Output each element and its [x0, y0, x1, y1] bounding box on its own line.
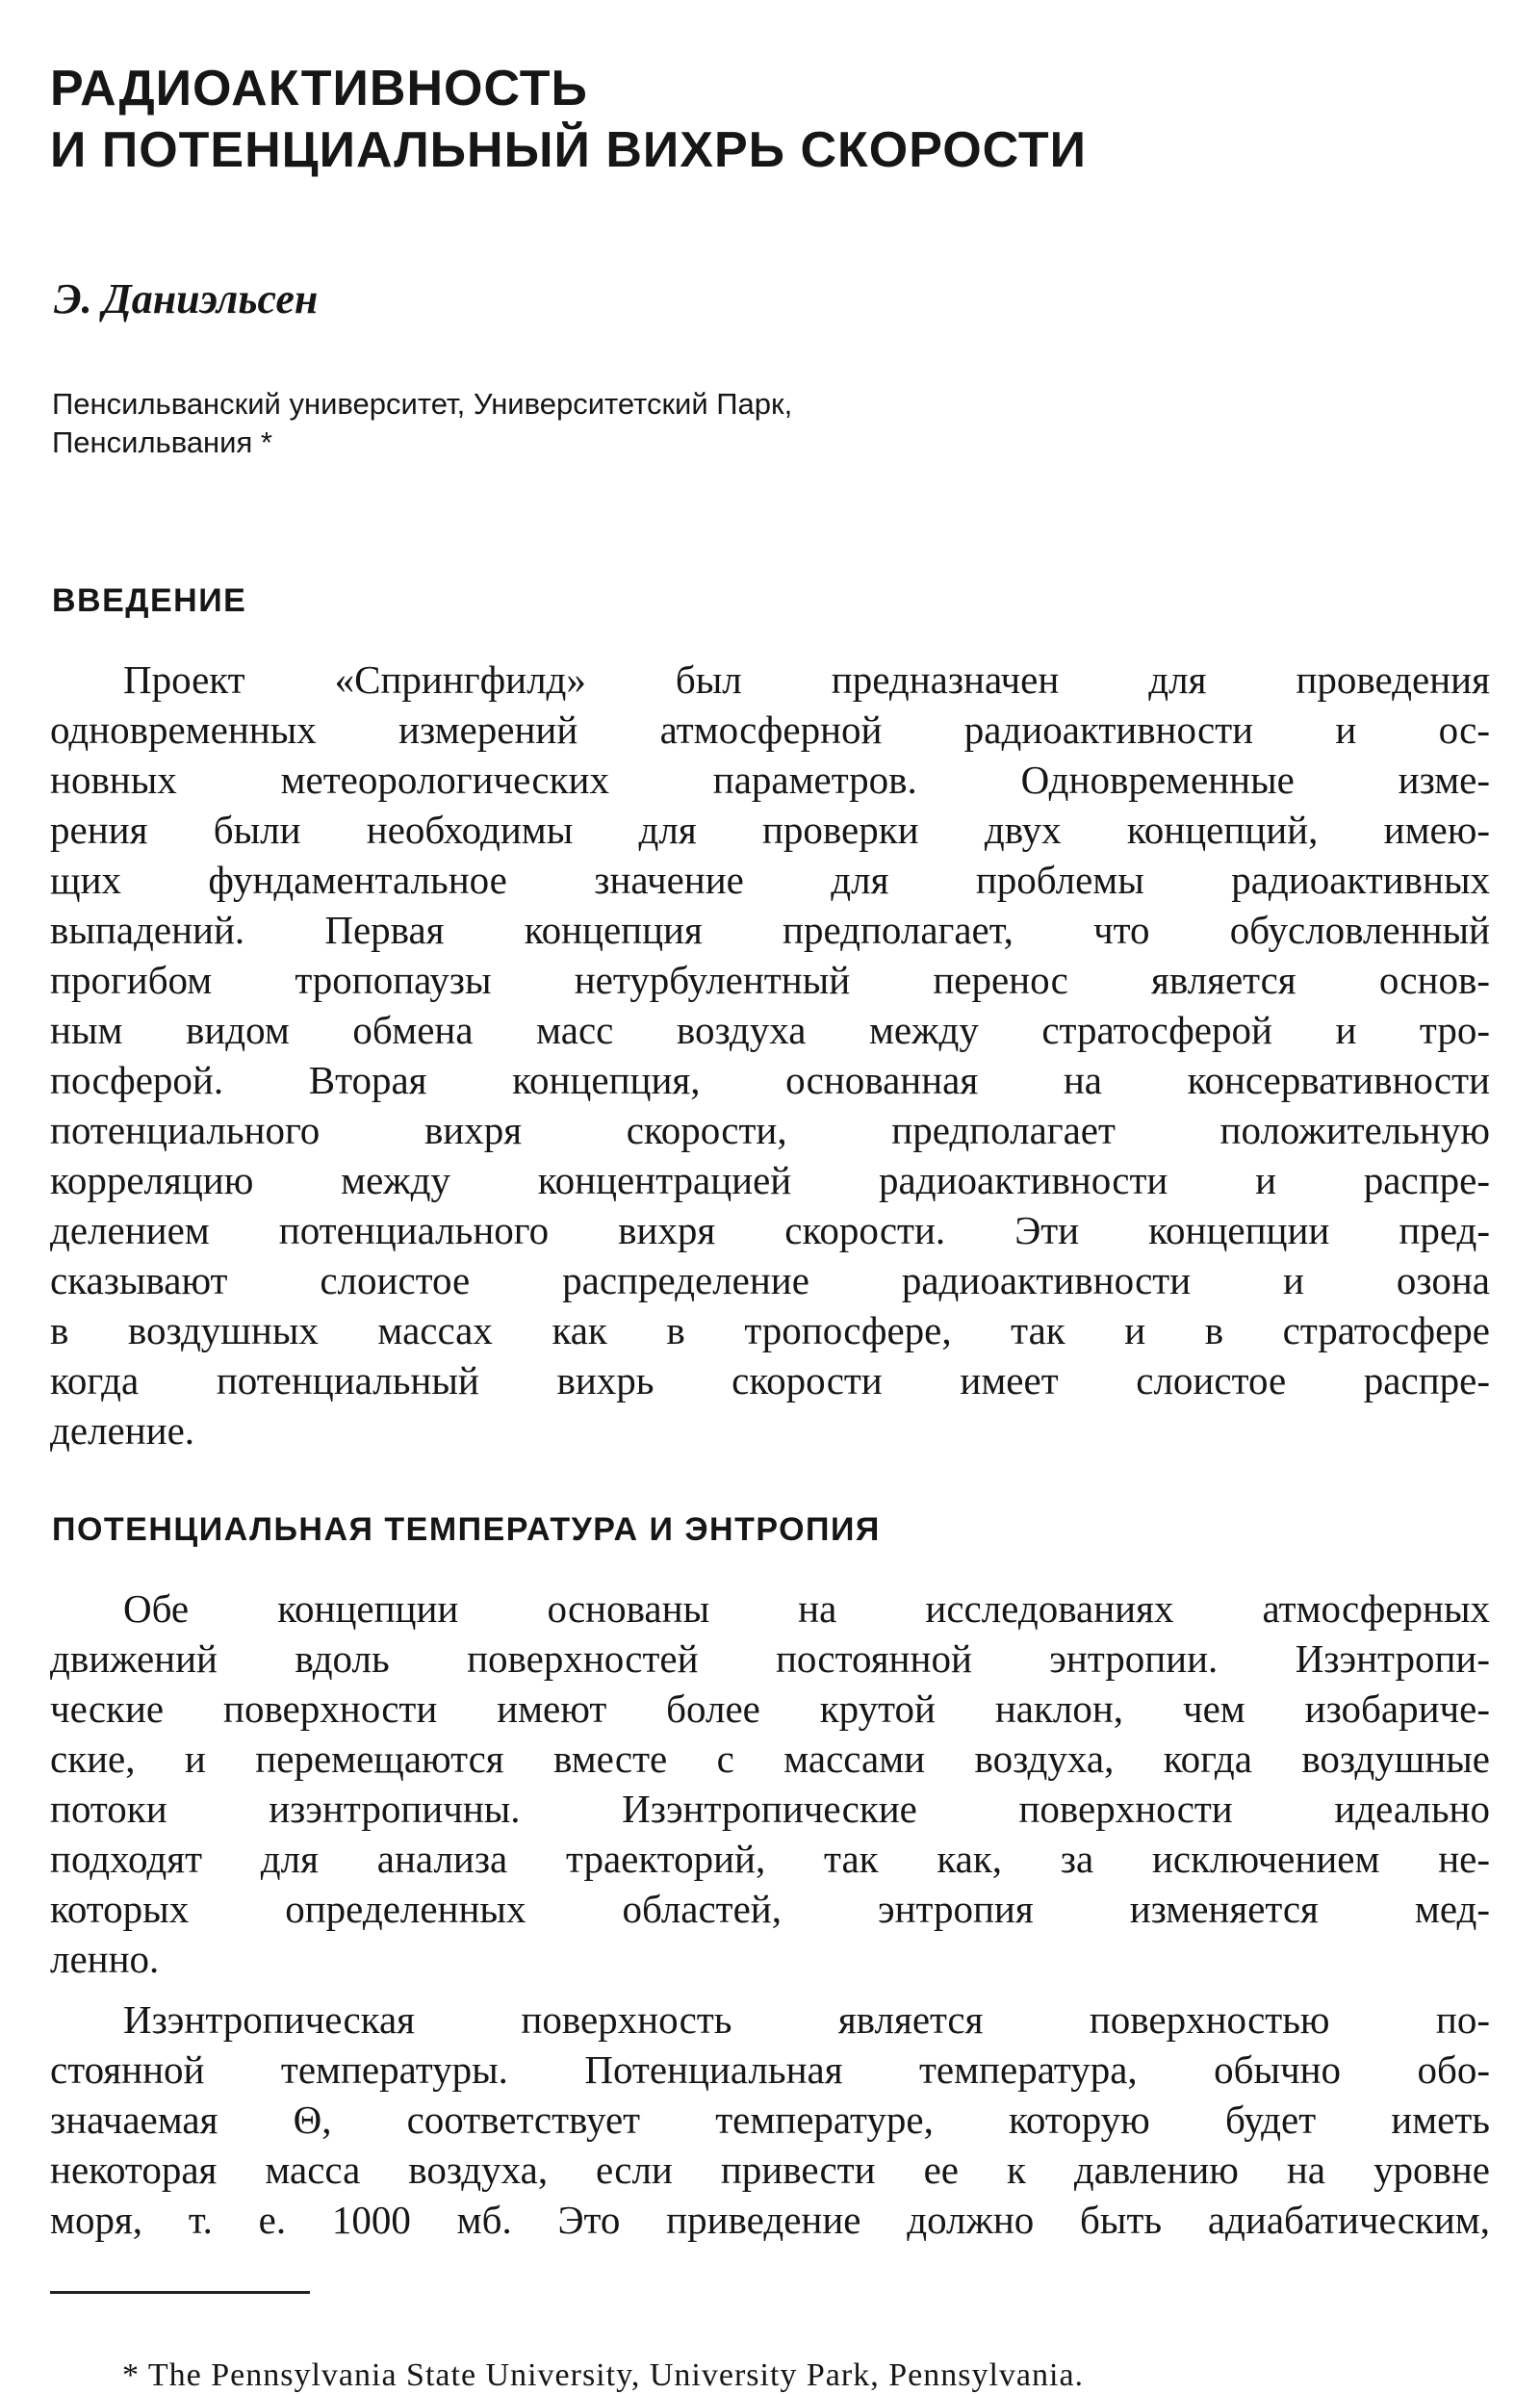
text-line: ческие поверхности имеют более крутой наклон, чем изобариче- [50, 1686, 1490, 1731]
text-line: корреляцию между концентрацией радиоактивности и распре- [50, 1158, 1490, 1202]
author-name: Э. Даниэльсен [54, 275, 319, 322]
text-line: одновременных измерений атмосферной радиоактивности и ос- [50, 708, 1490, 752]
text-line: моря, т. е. 1000 мб. Это приведение должно быть адиабатическим, [50, 2198, 1490, 2242]
text-line: делением потенциального вихря скорости. Эти концепции пред- [50, 1208, 1490, 1252]
text-line: стоянной температуры. Потенциальная температура, обычно обо- [50, 2047, 1490, 2092]
text-line: новных метеорологических параметров. Одновременные изме- [50, 758, 1490, 802]
text-line: деление. [50, 1408, 195, 1453]
text-line: потоки изэнтропичны. Изэнтропические поверхности идеально [50, 1787, 1490, 1831]
text-line: потенциального вихря скорости, предполагает положительную [50, 1108, 1490, 1152]
paragraph-potential-temperature-1 [50, 1583, 1490, 1984]
text-line: посферой. Вторая концепция, основанная на консервативности [50, 1058, 1490, 1102]
paragraph-introduction [50, 655, 1490, 1455]
affiliation-line-1: Пенсильванский университет, Университетский Парк, [52, 387, 793, 421]
text-line: которых определенных областей, энтропия изменяется мед- [50, 1887, 1490, 1931]
text-line: когда потенциальный вихрь скорости имеет слоистое распре- [50, 1358, 1490, 1403]
text-line: значаемая Θ, соответствует температуре, которую будет иметь [50, 2098, 1490, 2142]
section-heading-potential-temperature: ПОТЕНЦИАЛЬНАЯ ТЕМПЕРАТУРА И ЭНТРОПИЯ [52, 1511, 881, 1548]
footnote: * The Pennsylvania State University, University Park, Pennsylvania. [122, 2357, 1085, 2393]
text-line: подходят для анализа траекторий, так как, за исключением не- [50, 1837, 1490, 1881]
section-heading-introduction: ВВЕДЕНИЕ [52, 582, 247, 619]
article-title [50, 58, 1494, 181]
paragraph-potential-temperature-2 [50, 1995, 1490, 2245]
text-line: ские, и перемещаются вместе с массами воздуха, когда воздушные [50, 1737, 1490, 1781]
text-line: прогибом тропопаузы нетурбулентный перенос является основ- [50, 958, 1490, 1002]
footnote-divider [50, 2291, 310, 2294]
text-line: ным видом обмена масс воздуха между стратосферой и тро- [50, 1008, 1490, 1052]
text-line: Изэнтропическая поверхность является поверхностью по- [123, 1997, 1490, 2042]
title-line-1: РАДИОАКТИВНОСТЬ [50, 61, 588, 116]
text-line: движений вдоль поверхностей постоянной энтропии. Изэнтропи- [50, 1636, 1490, 1681]
text-line: щих фундаментальное значение для проблемы радиоактивных [50, 858, 1490, 902]
text-line: Обе концепции основаны на исследованиях атмосферных [123, 1586, 1490, 1631]
article-page [50, 58, 1494, 2393]
author-affiliation [52, 385, 792, 462]
affiliation-line-2: Пенсильвания * [52, 425, 272, 459]
title-line-2: И ПОТЕНЦИАЛЬНЫЙ ВИХРЬ СКОРОСТИ [50, 122, 1088, 178]
text-line: Проект «Спрингфилд» был предназначен для проведения [123, 657, 1490, 702]
text-line: выпадений. Первая концепция предполагает, что обусловленный [50, 908, 1490, 952]
text-line: некоторая масса воздуха, если привести ее к давлению на уровне [50, 2148, 1490, 2192]
text-line: ленно. [50, 1937, 160, 1981]
text-line: в воздушных массах как в тропосфере, так и в стратосфере [50, 1308, 1490, 1352]
text-line: рения были необходимы для проверки двух концепций, имею- [50, 808, 1490, 852]
text-line: сказывают слоистое распределение радиоактивности и озона [50, 1258, 1490, 1302]
